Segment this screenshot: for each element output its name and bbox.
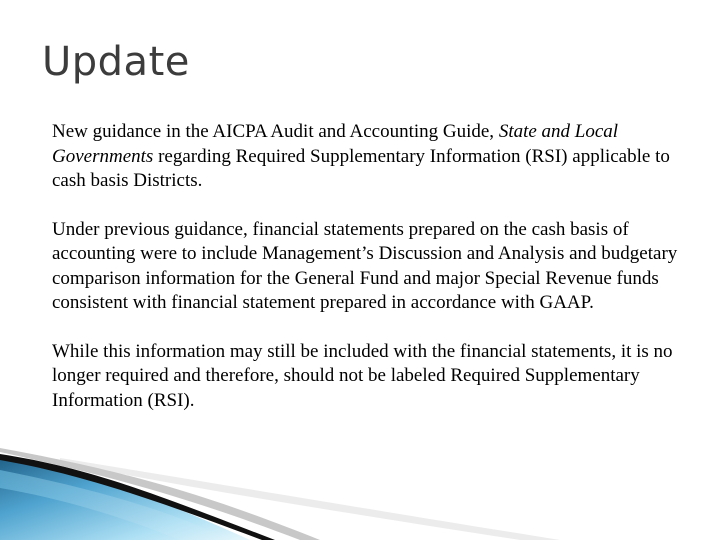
paragraph-3: While this information may still be included with the financial statements, it is no longer required and therefore, should not be labeled Required Supplementary Information (RSI).: [52, 340, 673, 411]
guide-title: State and Local Governments: [52, 121, 619, 167]
wave-shape: [0, 456, 250, 540]
paragraph-1: [52, 120, 692, 194]
paragraph-1-start: New guidance in the AICPA Audit and Accounting Guide,: [52, 121, 499, 142]
slide-title: Update: [42, 39, 190, 85]
slide-body: [52, 120, 692, 437]
paragraph-2: Under previous guidance, financial statements prepared on the cash basis of accounting were to include Management’s Discussion and Analysis and budgetary comparison information for the General Fund and major Special Revenue funds consistent with financial statement prepared in accordance with GAAP.: [52, 218, 678, 313]
decorative-wave: [0, 440, 720, 540]
paragraph-1-end: regarding Required Supplementary Information (RSI) applicable to cash basis Districts.: [52, 145, 670, 191]
